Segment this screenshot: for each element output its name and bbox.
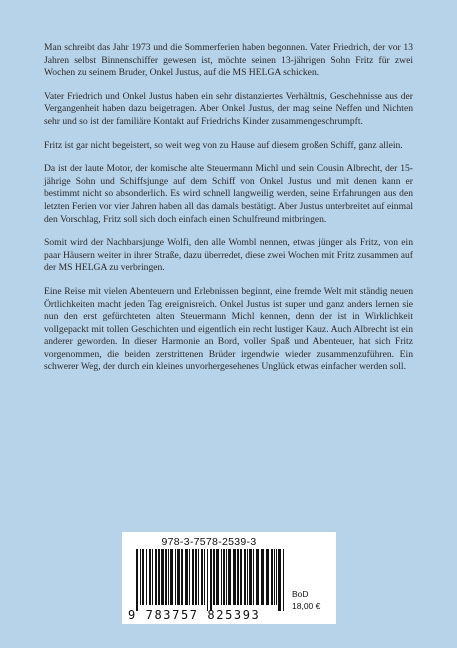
blurb-paragraph-3: Fritz ist gar nicht begeistert, so weit weg von zu Hause auf diesem großen Schiff, ganz allein. <box>44 139 403 151</box>
blurb-paragraph-2: Vater Friedrich und Onkel Justus haben ein sehr distanziertes Verhältnis, Geschehnisse aus der Vergangenheit haben dazu beigetragen. Aber Onkel Justus, der mag seine Neffen und Nichten sehr und so ist der familiäre Kontakt auf Friedrichs Kinder zusammengeschrumpft. <box>44 90 413 127</box>
publisher-price-label <box>292 588 332 612</box>
blurb-paragraph-1: Man schreibt das Jahr 1973 und die Sommerferien haben begonnen. Vater Friedrich, der vor 13 Jahren selbst Binnenschiffer gewesen ist, möchte seinen 13-jährigen Sohn Fritz für zwei Wochen zu seinem Bruder, Onkel Justus, auf die MS HELGA schicken. <box>44 42 413 79</box>
blurb-paragraph-5: Somit wird der Nachbarsjunge Wolfi, den alle Wombl nennen, etwas jünger als Fritz, von ein paar Häusern weiter in ihrer Straße, dazu überredet, diese zwei Wochen mit Fritz zusammen auf der MS HELGA zu verbringen. <box>44 237 413 274</box>
barcode-digits: 9 783757 825393 <box>128 608 261 622</box>
blurb-paragraph-6: Eine Reise mit vielen Abenteuern und Erlebnissen beginnt, eine fremde Welt mit ständig neuen Örtlichkeiten macht jeden Tag ereignisreich. Onkel Justus ist super und ganz anders lernen sie nun den erst gefürchteten alten Steuermann Michl kennen, denn der ist in Wirklichkeit vollgepackt mit tollen Geschichten und eigentlich ein recht lustiger Kauz. Auch Albrecht ist ein anderer geworden. In dieser Harmonie an Bord, voller Spaß und Abenteuer, hat sich Fritz vorgenommen, die beiden zerstrittenen Brüder irgendwie wieder zusammenzuführen. Ein schwerer Weg, der durch ein kleines unvorhergesehenes Unglück etwas einfacher werden soll. <box>44 285 413 373</box>
blurb-text <box>44 42 413 385</box>
publisher-name: BoD <box>292 589 309 599</box>
barcode-bars-icon <box>136 549 286 611</box>
barcode-box <box>122 532 336 624</box>
blurb-paragraph-4: Da ist der laute Motor, der komische alte Steuermann Michl und sein Cousin Albrecht, der 15-jährige Sohn und Schiffsjunge auf dem Schiff von Onkel Justus und mit denen kann er bestimmt nicht so absonderlich. Es wird schnell langweilig werden, seine Erfahrungen aus den letzten Ferien vor vier Jahren haben all das damals bestätigt. Aber Justus unterbreitet auf einmal den Vorschlag, Fritz soll sich doch einfach einen Schulfreund mitbringen. <box>44 163 413 225</box>
isbn-number: 978-3-7578-2539-3 <box>161 536 257 548</box>
price: 18,00 € <box>292 601 321 611</box>
